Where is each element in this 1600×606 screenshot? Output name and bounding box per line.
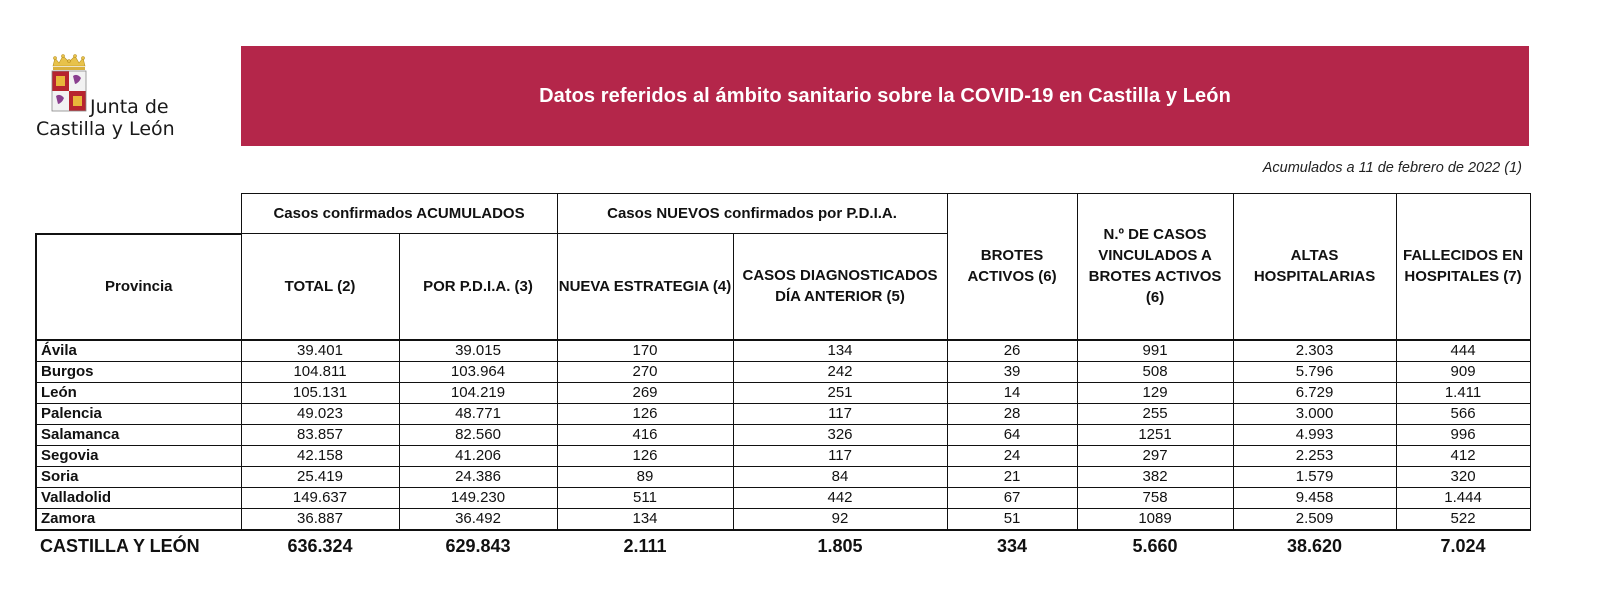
col-header-total: TOTAL (2) [241,234,399,340]
cell-brotes: 28 [947,403,1077,424]
cell-nueva-estrategia: 126 [557,403,733,424]
total-fallecidos: 7.024 [1440,536,1486,556]
cell-dia-anterior: 117 [733,403,947,424]
group-header-acumulados: Casos confirmados ACUMULADOS [241,194,557,234]
table-row [36,466,1530,487]
cell-por-pdia: 39.015 [399,340,557,362]
cell-brotes: 51 [947,508,1077,530]
total-nueva-estrategia: 2.111 [623,536,667,556]
col-header-vinculados: N.º DE CASOS VINCULADOS A BROTES ACTIVOS (6) [1077,194,1233,340]
cell-brotes: 39 [947,361,1077,382]
table-row [36,403,1530,424]
cell-altas: 9.458 [1233,487,1396,508]
cell-nueva-estrategia: 270 [557,361,733,382]
logo-text-line1: Junta de [90,96,169,118]
total-row [36,530,1530,563]
cell-vinculados: 129 [1077,382,1233,403]
col-header-dia-anterior: CASOS DIAGNOSTICADOS DÍA ANTERIOR (5) [733,234,947,340]
junta-logo [36,52,236,144]
cell-provincia: Palencia [36,403,241,424]
cell-altas: 5.796 [1233,361,1396,382]
cell-altas: 2.509 [1233,508,1396,530]
cell-dia-anterior: 134 [733,340,947,362]
cell-provincia: Segovia [36,445,241,466]
total-altas: 38.620 [1287,536,1343,556]
total-brotes: 334 [997,536,1028,556]
total-dia-anterior: 1.805 [817,536,863,556]
cell-por-pdia: 48.771 [399,403,557,424]
cell-por-pdia: 104.219 [399,382,557,403]
total-total: 636.324 [287,536,353,556]
cell-provincia: Ávila [36,340,241,362]
cell-por-pdia: 36.492 [399,508,557,530]
group-header-row [36,194,1530,234]
cell-dia-anterior: 251 [733,382,947,403]
cell-dia-anterior: 326 [733,424,947,445]
cell-total: 42.158 [241,445,399,466]
cell-provincia: Zamora [36,508,241,530]
cell-provincia: Valladolid [36,487,241,508]
cell-total: 39.401 [241,340,399,362]
cell-vinculados: 991 [1077,340,1233,362]
cell-altas: 3.000 [1233,403,1396,424]
page-title: Datos referidos al ámbito sanitario sobre la COVID-19 en Castilla y León [539,84,1231,107]
cell-dia-anterior: 117 [733,445,947,466]
col-header-por-pdia: POR P.D.I.A. (3) [399,234,557,340]
cell-fallecidos: 909 [1396,361,1530,382]
date-subtitle: Acumulados a 11 de febrero de 2022 (1) [1262,160,1522,176]
table-row [36,424,1530,445]
cell-total: 83.857 [241,424,399,445]
title-banner [241,46,1529,146]
cell-brotes: 64 [947,424,1077,445]
cell-nueva-estrategia: 416 [557,424,733,445]
col-header-provincia: Provincia [36,234,241,340]
cell-fallecidos: 320 [1396,466,1530,487]
cell-total: 36.887 [241,508,399,530]
cell-dia-anterior: 242 [733,361,947,382]
cell-provincia: León [36,382,241,403]
cell-total: 49.023 [241,403,399,424]
cell-provincia: Salamanca [36,424,241,445]
cell-total: 149.637 [241,487,399,508]
cell-altas: 4.993 [1233,424,1396,445]
blank-cell [36,194,241,234]
cell-dia-anterior: 442 [733,487,947,508]
cell-altas: 1.579 [1233,466,1396,487]
cell-dia-anterior: 92 [733,508,947,530]
total-label: CASTILLA Y LEÓN [40,536,200,556]
cell-brotes: 21 [947,466,1077,487]
cell-provincia: Soria [36,466,241,487]
cell-altas: 2.303 [1233,340,1396,362]
cell-por-pdia: 149.230 [399,487,557,508]
cell-fallecidos: 522 [1396,508,1530,530]
cell-provincia: Burgos [36,361,241,382]
cell-brotes: 24 [947,445,1077,466]
cell-vinculados: 1089 [1077,508,1233,530]
cell-nueva-estrategia: 126 [557,445,733,466]
cell-vinculados: 255 [1077,403,1233,424]
table-row [36,340,1530,362]
col-header-fallecidos: FALLECIDOS EN HOSPITALES (7) [1396,194,1530,340]
covid-data-table [35,193,1531,563]
cell-fallecidos: 412 [1396,445,1530,466]
cell-fallecidos: 1.444 [1396,487,1530,508]
cell-total: 105.131 [241,382,399,403]
cell-fallecidos: 566 [1396,403,1530,424]
cell-vinculados: 382 [1077,466,1233,487]
table-row [36,487,1530,508]
cell-vinculados: 508 [1077,361,1233,382]
total-por-pdia: 629.843 [445,536,511,556]
col-header-brotes: BROTES ACTIVOS (6) [947,194,1077,340]
cell-fallecidos: 1.411 [1396,382,1530,403]
total-vinculados: 5.660 [1132,536,1178,556]
cell-dia-anterior: 84 [733,466,947,487]
cell-vinculados: 758 [1077,487,1233,508]
cell-altas: 6.729 [1233,382,1396,403]
table-row [36,508,1530,530]
cell-brotes: 67 [947,487,1077,508]
cell-por-pdia: 103.964 [399,361,557,382]
cell-total: 25.419 [241,466,399,487]
logo-text-line2: Castilla y León [36,118,175,140]
cell-fallecidos: 996 [1396,424,1530,445]
table-row [36,382,1530,403]
col-header-altas: ALTAS HOSPITALARIAS [1233,194,1396,340]
cell-vinculados: 297 [1077,445,1233,466]
cell-vinculados: 1251 [1077,424,1233,445]
cell-nueva-estrategia: 134 [557,508,733,530]
cell-por-pdia: 82.560 [399,424,557,445]
table-row [36,445,1530,466]
cell-por-pdia: 24.386 [399,466,557,487]
cell-brotes: 26 [947,340,1077,362]
cell-altas: 2.253 [1233,445,1396,466]
cell-nueva-estrategia: 269 [557,382,733,403]
cell-brotes: 14 [947,382,1077,403]
cell-fallecidos: 444 [1396,340,1530,362]
cell-nueva-estrategia: 511 [557,487,733,508]
cell-nueva-estrategia: 170 [557,340,733,362]
cell-total: 104.811 [241,361,399,382]
cell-nueva-estrategia: 89 [557,466,733,487]
table-row [36,361,1530,382]
col-header-nueva-estrategia: NUEVA ESTRATEGIA (4) [557,234,733,340]
cell-por-pdia: 41.206 [399,445,557,466]
group-header-nuevos: Casos NUEVOS confirmados por P.D.I.A. [557,194,947,234]
